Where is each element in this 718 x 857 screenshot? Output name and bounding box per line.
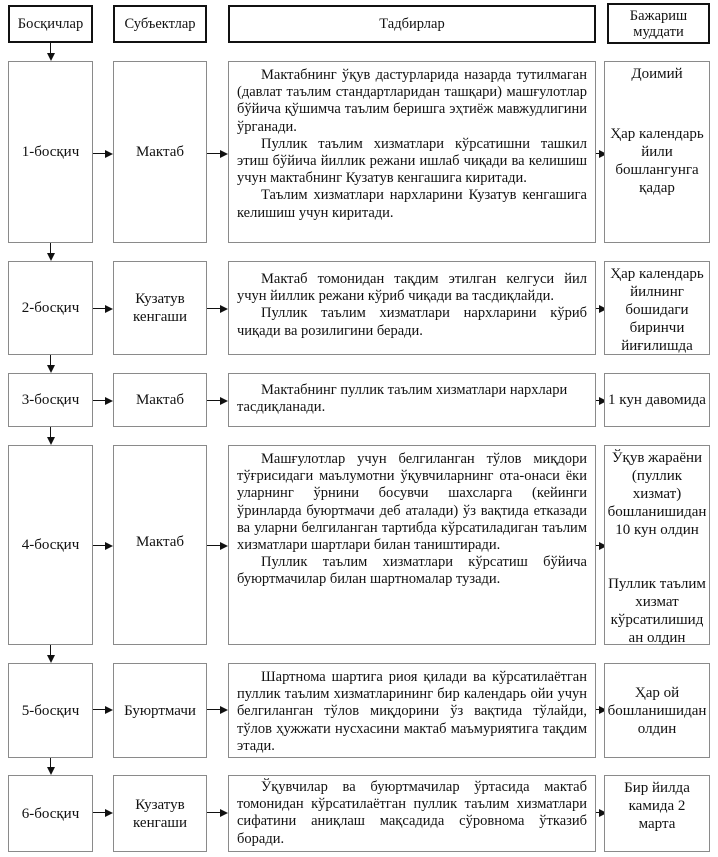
stage-3: 3-босқич	[8, 373, 93, 427]
arrowhead-right-icon	[220, 706, 228, 714]
arrowhead-right-icon	[105, 150, 113, 158]
activities-3	[228, 373, 596, 427]
activity-text: Пуллик таълим хизматлари кўрсатишни ташкил этиш бўйича йиллик режани ишлаб чиқади ва келишиш учун мактабнинг Кузатув кенгашига киритади.	[237, 135, 587, 187]
subject-4: Мактаб	[113, 445, 207, 645]
deadline-2	[604, 261, 710, 355]
subject-5: Буюртмачи	[113, 663, 207, 758]
arrowhead-down-icon	[47, 253, 55, 261]
deadline-text: Пуллик таълим хизмат кўрсатилишид ан олдин	[608, 576, 706, 646]
subject-6: Кузатув кенгаши	[113, 775, 207, 852]
activity-text: Пуллик таълим хизматлари нархларини кўриб чиқади ва розилигини беради.	[237, 305, 587, 339]
deadline-3: 1 кун давомида	[604, 373, 710, 427]
deadline-1	[604, 61, 710, 243]
activities-4	[228, 445, 596, 645]
deadline-4	[604, 445, 710, 645]
stage-2: 2-босқич	[8, 261, 93, 355]
subject-2: Кузатув кенгаши	[113, 261, 207, 355]
activities-2	[228, 261, 596, 355]
deadline-text: Доимий	[631, 66, 683, 82]
subject-3: Мактаб	[113, 373, 207, 427]
activity-text: Мактабнинг пуллик таълим хизматлари нархлари тасдиқланади.	[237, 382, 568, 416]
arrowhead-right-icon	[105, 542, 113, 550]
arrow-subject-to-activities	[207, 709, 221, 710]
deadline-text: Ҳар календарь йилнинг бошидаги биринчи йиғилишда	[610, 266, 704, 354]
activity-text: Шартнома шартига риоя қилади ва кўрсатилаётган пуллик таълим хизматларининг бир календарь ойи учун белгиланган тўлов миқдорини ўз вақтида тўлайди, тўлов ҳужжати нусхасини мактаб маъмуриятига тақдим этади.	[237, 669, 587, 754]
arrowhead-down-icon	[47, 53, 55, 61]
activity-text: Таълим хизматлари нархларини Кузатув кенгашига келишиш учун киритади.	[237, 187, 587, 221]
arrowhead-right-icon	[220, 542, 228, 550]
arrow-subject-to-activities	[207, 400, 221, 401]
activity-text: Ўқувчилар ва буюртмачилар ўртасида мактаб томонидан кўрсатилаётган пуллик таълим хизматлари сифатини аниқлаш мақсадида сўровнома ўтказиб боради.	[237, 779, 587, 847]
deadline-text: Бир йилда камида 2 марта	[624, 780, 690, 832]
activities-6	[228, 775, 596, 852]
activity-text: Мактабнинг ўқув дастурларида назарда тутилмаган (давлат таълим стандартларидан ташқари) машғулотлар бўйича қўшимча таълим беришга эҳтиёж мавжудлигини ўрганади.	[237, 67, 587, 135]
arrowhead-right-icon	[220, 150, 228, 158]
stage-6: 6-босқич	[8, 775, 93, 852]
activities-5	[228, 663, 596, 758]
activity-text: Пуллик таълим хизматлари кўрсатиш бўйича буюртмачилар билан шартномалар тузади.	[237, 554, 587, 588]
deadline-text: Ўқув жараёни (пуллик хизмат) бошланишидан 10 кун олдин	[607, 450, 707, 538]
header-stages: Босқичлар	[8, 5, 93, 43]
arrow-subject-to-activities	[207, 308, 221, 309]
deadline-text: Ҳар календарь йили бошлангунга қадар	[610, 126, 704, 196]
activity-text: Машғулотлар учун белгиланган тўлов миқдори тўғрисидаги маълумотни ўқувчиларнинг ота-онаси ёки уларнинг ўрнини босувчи шахсларга (кейинги ўринларда буюртмачи деб аталади) ўз вақтида етказади ва уларни белгиланган тартибда кўрсатиладиган таълим хизматлари шартлари билан таништиради.	[237, 451, 587, 554]
arrow-subject-to-activities	[207, 545, 221, 546]
arrowhead-right-icon	[220, 305, 228, 313]
subject-1: Мактаб	[113, 61, 207, 243]
arrow-subject-to-activities	[207, 153, 221, 154]
arrowhead-right-icon	[105, 809, 113, 817]
arrowhead-right-icon	[220, 397, 228, 405]
arrowhead-right-icon	[105, 706, 113, 714]
header-subjects: Субъектлар	[113, 5, 207, 43]
arrowhead-right-icon	[105, 305, 113, 313]
arrow-subject-to-activities	[207, 812, 221, 813]
arrowhead-down-icon	[47, 365, 55, 373]
stage-1: 1-босқич	[8, 61, 93, 243]
arrowhead-right-icon	[105, 397, 113, 405]
stage-5: 5-босқич	[8, 663, 93, 758]
deadline-6	[604, 775, 710, 852]
arrowhead-down-icon	[47, 655, 55, 663]
stage-4: 4-босқич	[8, 445, 93, 645]
activity-text: Мактаб томонидан тақдим этилган келгуси йил учун йиллик режани кўриб чиқади ва тасдиқлайди.	[237, 271, 587, 305]
arrowhead-right-icon	[220, 809, 228, 817]
arrowhead-down-icon	[47, 767, 55, 775]
activities-1	[228, 61, 596, 243]
deadline-5: Ҳар ой бошланишидан олдин	[604, 663, 710, 758]
arrowhead-down-icon	[47, 437, 55, 445]
header-deadline: Бажариш муддати	[607, 3, 710, 44]
header-activities: Тадбирлар	[228, 5, 596, 43]
